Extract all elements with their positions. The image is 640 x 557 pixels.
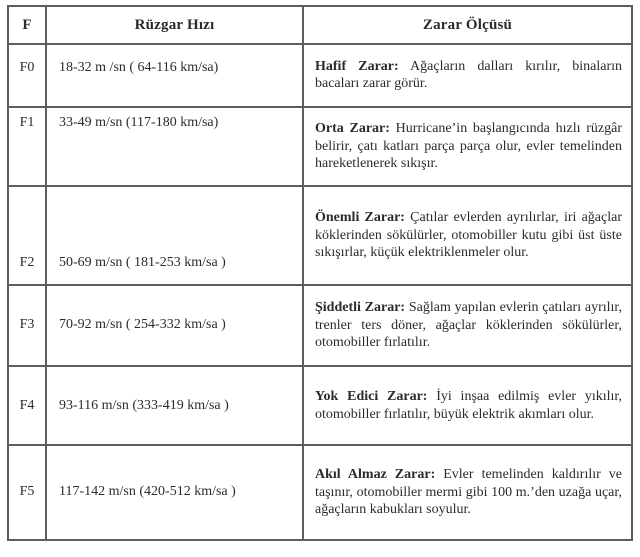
f3-wind-cell: [46, 285, 303, 367]
header-wind-speed: Rüzgar Hızı: [46, 6, 303, 44]
header-row: [8, 6, 632, 44]
f2-damage-text: Çatılar evlerden ayrılırlar, iri ağaçlar köklerinden sökülürler, otomobiller kutu gibi üst üste sıkışırlar, küçük elektriklenmeler olur.: [315, 210, 622, 261]
f2-label-cell: [8, 186, 46, 284]
f3-damage-title: Şiddetli Zarar:: [315, 300, 406, 316]
f2-damage-title: Önemli Zarar:: [315, 210, 405, 226]
f5-damage-cell: [303, 445, 632, 540]
f3-label: F3: [19, 317, 35, 333]
fujita-scale-table: [7, 5, 633, 541]
f1-damage-cell: [303, 107, 632, 187]
f1-label: F1: [19, 114, 35, 130]
f3-damage-text: Sağlam yapılan evlerin çatıları ayrılır, trenler ters döner, ağaçlar köklerinden sökülürler, otomobiller fırlatılır.: [315, 300, 623, 351]
f4-wind-cell: [46, 366, 303, 444]
f1-wind-speed: 33-49 m/sn (117-180 km/sa): [59, 114, 219, 130]
f3-damage-cell: [303, 285, 632, 367]
f2-wind-cell: [46, 186, 303, 284]
f3-wind-speed: 70-92 m/sn ( 254-332 km/sa ): [59, 317, 226, 333]
f0-damage-text: Ağaçların dalları kırılır, binaların bacaları zarar görür.: [315, 58, 622, 92]
f0-label: F0: [19, 60, 35, 76]
f5-wind-cell: [46, 445, 303, 540]
table-row-f3: [8, 285, 632, 367]
f5-wind-speed: 117-142 m/sn (420-512 km/sa ): [59, 484, 236, 500]
f4-wind-speed: 93-116 m/sn (333-419 km/sa ): [59, 397, 229, 413]
header-damage-scale: Zarar Ölçüsü: [303, 6, 632, 44]
f2-damage-cell: [303, 186, 632, 284]
f1-label-cell: [8, 107, 46, 187]
f5-label: F5: [19, 484, 35, 500]
f0-damage-cell: [303, 44, 632, 107]
f0-wind-speed: 18-32 m /sn ( 64-116 km/sa): [59, 60, 219, 76]
f5-label-cell: [8, 445, 46, 540]
f0-damage-title: Hafif Zarar:: [315, 58, 399, 74]
f1-damage-title: Orta Zarar:: [315, 121, 390, 137]
f4-damage-cell: [303, 366, 632, 444]
table-row-f5: [8, 445, 632, 540]
f4-damage-title: Yok Edici Zarar:: [315, 389, 428, 404]
table-row-f2: [8, 186, 632, 284]
f0-label-cell: [8, 44, 46, 107]
f4-damage-text: İyi inşaa edilmiş evler yıkılır, otomobiller fırlatılır, büyük elektrik akımları olur.: [315, 389, 623, 422]
table-row-f0: [8, 44, 632, 107]
header-f: F: [8, 6, 46, 44]
f4-label-cell: [8, 366, 46, 444]
table-row-f4: [8, 366, 632, 444]
f5-damage-text: Evler temelinden kaldırılır ve taşınır, otomobiller mermi gibi 100 m.’den uzağa uçar, ağaçların kabukları soyulur.: [315, 467, 622, 518]
f2-label: F2: [19, 254, 35, 270]
f0-wind-cell: [46, 44, 303, 107]
f5-damage-title: Akıl Almaz Zarar:: [315, 467, 436, 483]
table-row-f1: [8, 107, 632, 187]
f1-wind-cell: [46, 107, 303, 187]
f3-label-cell: [8, 285, 46, 367]
f1-damage-text: Hurricane’in başlangıcında hızlı rüzgâr belirir, çatı katları parça parça olur, evler temelinden hareketlenerek sıkışır.: [315, 121, 622, 172]
f4-label: F4: [19, 397, 35, 413]
f2-wind-speed: 50-69 m/sn ( 181-253 km/sa ): [59, 254, 226, 270]
